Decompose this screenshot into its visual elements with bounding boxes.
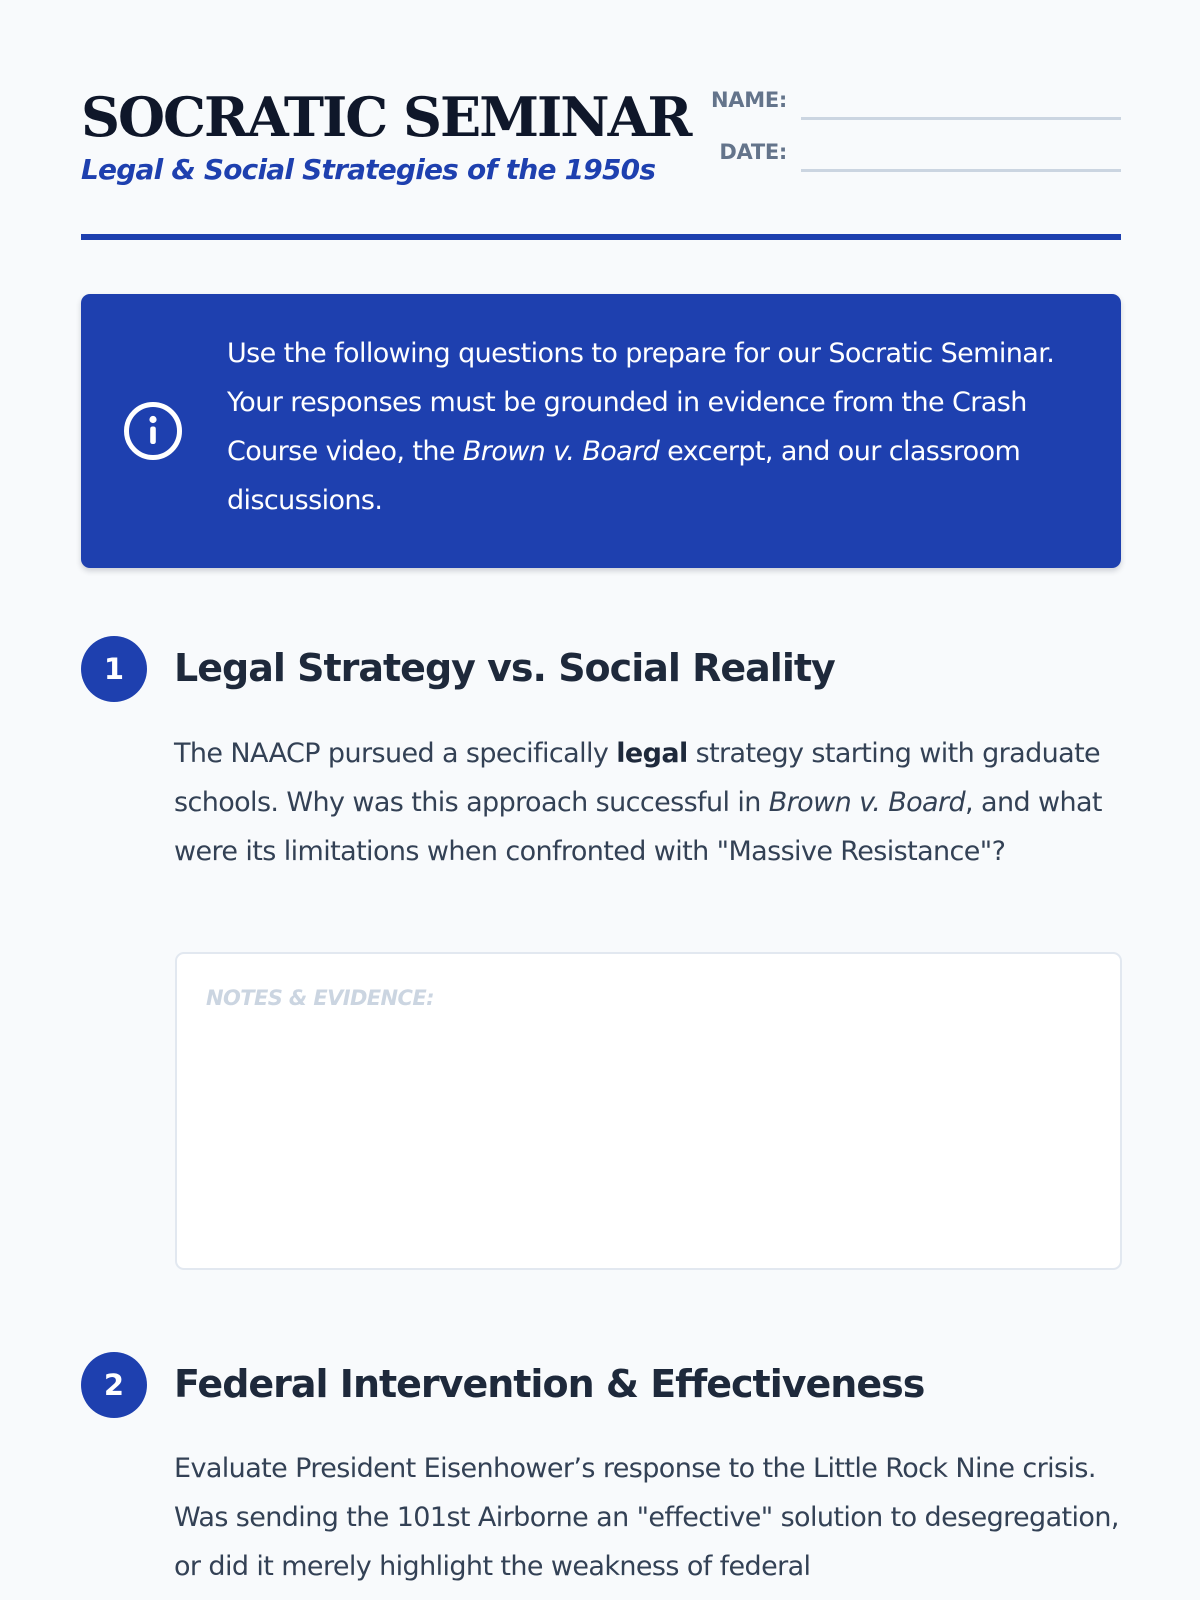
instructions-text-part1: Use the following questions to prepare for our Socratic Seminar. Your responses must be grounded in evidence from the Crash Course video, the xyxy=(227,338,1055,467)
instructions-text xyxy=(227,329,1087,525)
page-subtitle: Legal & Social Strategies of the 1950s xyxy=(81,153,656,186)
name-label: NAME: xyxy=(711,88,787,112)
question-title: Federal Intervention & Effectiveness xyxy=(174,1362,925,1406)
info-icon xyxy=(123,401,183,461)
page-title: SOCRATIC SEMINAR xyxy=(81,85,691,149)
question-number-badge: 2 xyxy=(81,1352,147,1418)
question-prompt-case-name: Brown v. Board xyxy=(768,787,966,818)
date-line[interactable] xyxy=(801,169,1121,172)
question-prompt-emphasis: legal xyxy=(616,738,688,769)
question-prompt xyxy=(174,729,1124,876)
instructions-text-part2: excerpt, and our classroom discussions. xyxy=(227,436,1021,516)
name-line[interactable] xyxy=(801,117,1121,120)
question-title: Legal Strategy vs. Social Reality xyxy=(174,646,835,690)
question-prompt: Evaluate President Eisenhower’s response to the Little Rock Nine crisis. Was sending the 101st Airborne an "effective" solution to desegregation, or did it merely highlight the weakness of federal xyxy=(174,1453,1119,1582)
date-label: DATE: xyxy=(719,140,787,164)
worksheet-header xyxy=(81,84,1121,244)
instructions-callout xyxy=(81,294,1121,568)
name-field[interactable] xyxy=(681,84,1121,120)
date-field[interactable] xyxy=(681,136,1121,172)
question-prompt-part2: strategy starting with graduate schools. Why was this approach successful in xyxy=(174,738,1101,818)
notes-evidence-area[interactable] xyxy=(175,952,1122,1270)
notes-evidence-label: NOTES & EVIDENCE: xyxy=(206,986,434,1010)
header-divider xyxy=(81,234,1121,240)
instructions-case-name: Brown v. Board xyxy=(462,436,660,467)
question-prompt-part3: , and what were its limitations when confronted with "Massive Resistance"? xyxy=(174,787,1102,867)
question-number-badge: 1 xyxy=(81,636,147,702)
question-prompt-part1: The NAACP pursued a specifically xyxy=(174,738,617,769)
